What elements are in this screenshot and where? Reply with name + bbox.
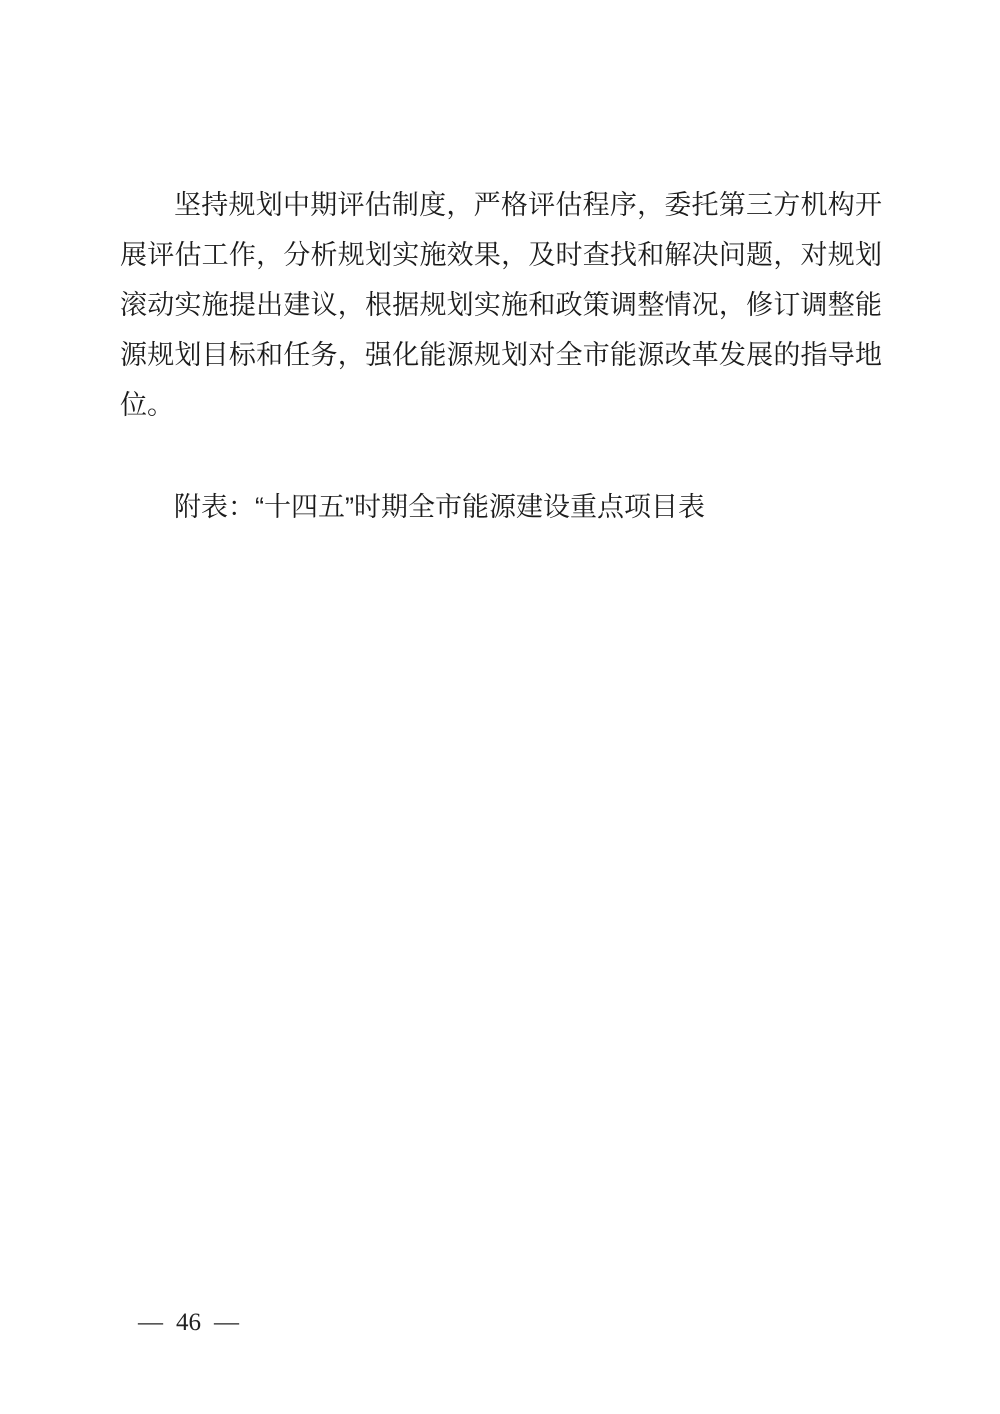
page-number-dash-right: — <box>214 1309 239 1336</box>
page-number: 46 <box>176 1309 201 1336</box>
paragraph-planning-evaluation: 坚持规划中期评估制度，严格评估程序，委托第三方机构开展评估工作，分析规划实施效果，及时查找和解决问题，对规划滚动实施提出建议，根据规划实施和政策调整情况，修订调整能源规划目标和任务，强化能源规划对全市能源改革发展的指导地位。 <box>120 190 882 420</box>
page-footer <box>138 1310 239 1336</box>
document-body <box>120 180 882 532</box>
page-number-dash-left: — <box>138 1309 163 1336</box>
appendix-note: 附表：“十四五”时期全市能源建设重点项目表 <box>174 492 705 522</box>
